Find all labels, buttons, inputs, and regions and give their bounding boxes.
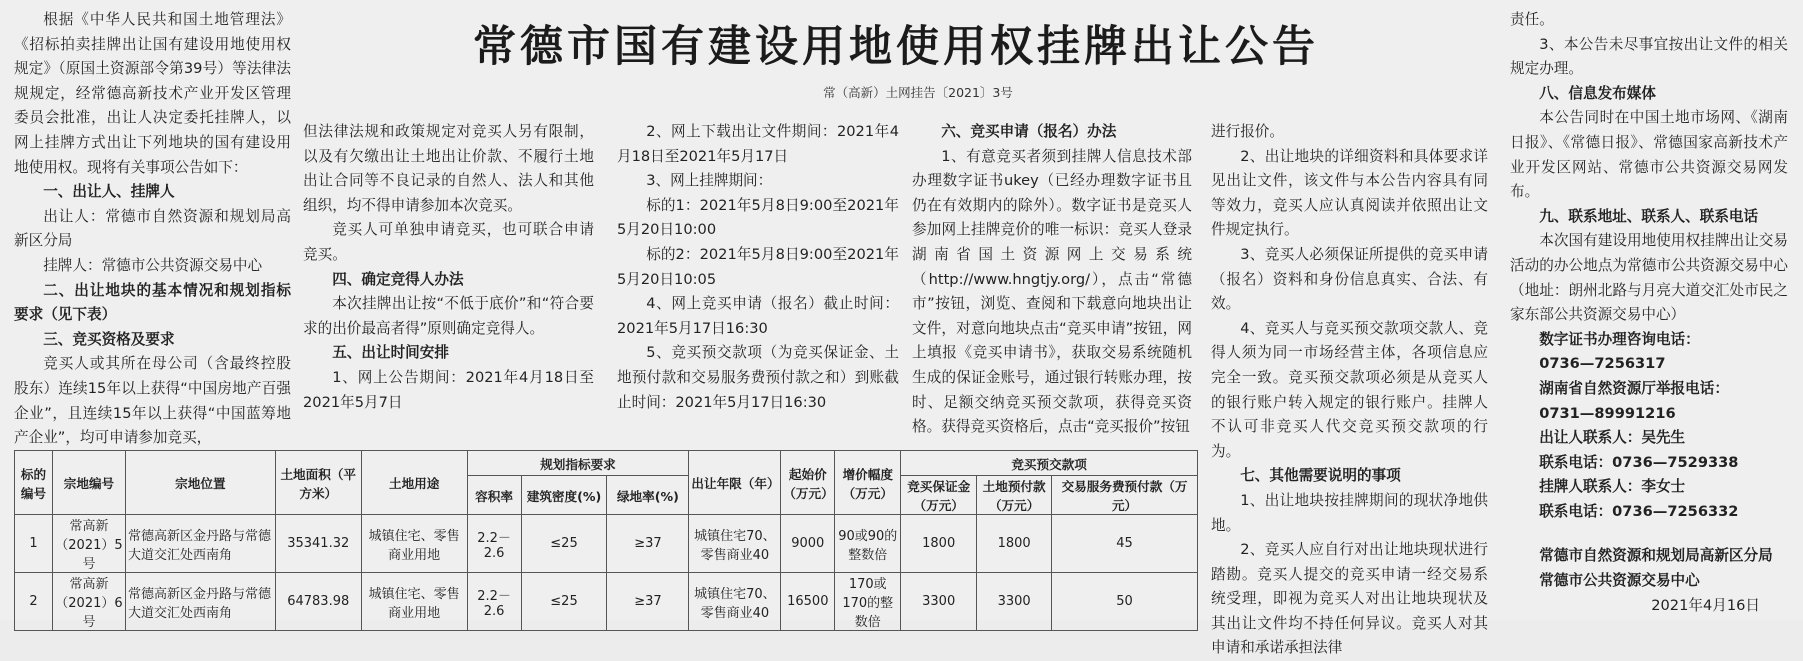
cell: 64783.98: [275, 573, 361, 631]
column-4: [912, 120, 1192, 440]
section-heading-3: 三、竞买资格及要求: [43, 330, 175, 348]
contact-line: 0736—7256317: [1539, 355, 1666, 373]
header-plan: 规划指标要求: [467, 451, 689, 476]
header-location: 宗地位置: [125, 451, 275, 515]
header-far: 容积率: [467, 476, 521, 515]
section-heading-6: 六、竞买申请（报名）办法: [941, 123, 1117, 140]
cell: 2.2－2.6: [467, 573, 521, 631]
paragraph: 3、网上挂牌期间：: [646, 172, 773, 190]
cell: ≥37: [607, 573, 689, 631]
cell: 3300: [901, 573, 977, 631]
column-2: [303, 120, 594, 415]
paragraph: 1、有意竞买者须到挂牌人信息技术部办理数字证书ukey（已经办理数字证书且仍在有效期内的除外）。数字证书是竞买人参加网上挂牌竞价的唯一标识：竞买人登录湖南省国土资源网上交易系统（http://www.hngtjy.org/），点击“常德市”按钮，浏览、查阅和下载意向地块出让文件，对意向地块点击“竞买申请”按钮，网上填报《竞买申请书》，获取交易系统随机生成的保证金账号，通过银行转账办理，按时、足额交纳竞买预交款项，获得竞买资格。获得竞买资格后，点击“竞买报价”按钮: [912, 147, 1192, 436]
header-price: 起始价（万元）: [781, 451, 835, 515]
cell: 45: [1052, 515, 1198, 573]
cell: 常高新（2021）6号: [52, 573, 125, 631]
header-years: 出让年限（年）: [689, 451, 781, 515]
cell: 9000: [781, 515, 835, 573]
cell: 16500: [781, 573, 835, 631]
cell: 2: [15, 573, 53, 631]
contact-line: 数字证书办理咨询电话：: [1539, 330, 1700, 348]
header-use: 土地用途: [361, 451, 467, 515]
cell: 170或170的整数倍: [835, 573, 901, 631]
signature-org-2: 常德市公共资源交易中心: [1539, 572, 1700, 590]
paragraph: 4、竞买人与竞买预交款项交款人、竞得人须为同一市场经营主体，各项信息应完全一致。竞买预交款项必须是从竞买人的银行账户转入规定的银行账户。挂牌人不认可非竞买人代交竞买预交款项的行为。: [1211, 319, 1488, 460]
paragraph: 5、竞买预交款项（为竞买保证金、土地预付款和交易服务费预付款之和）到账截止时间：2021年5月17日16:30: [617, 344, 899, 411]
cell: 城镇住宅70、零售商业40: [689, 515, 781, 573]
paragraph: 本次挂牌出让按“不低于底价”和“符合要求的出价最高者得”原则确定竞得人。: [303, 295, 594, 337]
header-increment: 增价幅度（万元）: [835, 451, 901, 515]
section-heading-9: 九、联系地址、联系人、联系电话: [1539, 207, 1759, 225]
parcel-table: [14, 450, 1198, 631]
listing-party-line: 挂牌人：常德市公共资源交易中心: [43, 256, 263, 274]
cell: 常德高新区金丹路与常德大道交汇处西南角: [125, 573, 275, 631]
cell: 3300: [977, 573, 1052, 631]
paragraph: 本次国有建设用地使用权挂牌出让交易活动的办公地点为常德市公共资源交易中心（地址：朗州北路与月亮大道交汇处市民之家东部公共资源交易中心）: [1510, 232, 1788, 324]
column-5: [1211, 120, 1488, 661]
paragraph: 3、竞买人必须保证所提供的竞买申请（报名）资料和身份信息真实、合法、有效。: [1211, 245, 1488, 313]
header-advance: 土地预付款（万元）: [977, 476, 1052, 515]
header-no: 标的编号: [15, 451, 53, 515]
paragraph: 3、本公告未尽事宜按出让文件的相关规定办理。: [1510, 35, 1788, 78]
column-6: [1510, 8, 1788, 618]
intro-paragraph: 根据《中华人民共和国土地管理法》《招标拍卖挂牌出让国有建设用地使用权规定》（原国土资源部令第39号）等法律法规规定，经常德高新技术产业开发区管理委员会批准，出让人决定委托挂牌人，以网上挂牌方式出让下列地块的国有建设用地使用权。现将有关事项公告如下：: [14, 11, 291, 176]
paragraph: 2、出让地块的详细资料和具体要求详见出让文件，该文件与本公告内容具有同等效力，竞买人应认真阅读并依照出让文件规定执行。: [1211, 147, 1488, 239]
grantor-line: 出让人：常德市自然资源和规划局高新区分局: [14, 207, 291, 250]
paragraph: 标的1：2021年5月8日9:00至2021年5月20日10:00: [617, 196, 899, 239]
header-fee: 交易服务费预付款（万元）: [1052, 476, 1198, 515]
paragraph: 进行报价。: [1211, 123, 1284, 140]
contact-line: 湖南省自然资源厅举报电话：: [1539, 379, 1729, 397]
header-guarantee: 竞买保证金（万元）: [901, 476, 977, 515]
cell: 50: [1052, 573, 1198, 631]
qualification-paragraph: 竞买人或其所在母公司（含最终控股股东）连续15年以上获得“中国房地产百强企业”，且连续15年以上获得“中国蓝筹地产企业”，均可申请参加竞买，: [14, 355, 291, 447]
table-row: [15, 515, 1198, 573]
cell: 城镇住宅70、零售商业40: [689, 573, 781, 631]
section-heading-4: 四、确定竞得人办法: [332, 270, 464, 288]
header-code: 宗地编号: [52, 451, 125, 515]
section-heading-5: 五、出让时间安排: [332, 344, 449, 362]
cell: 2.2－2.6: [467, 515, 521, 573]
section-heading-8: 八、信息发布媒体: [1539, 84, 1656, 102]
section-heading-1: 一、出让人、挂牌人: [43, 183, 175, 201]
section-heading-2: 二、出让地块的基本情况和规划指标要求（见下表）: [14, 281, 291, 324]
cell: 1800: [977, 515, 1052, 573]
table-header-row: [15, 451, 1198, 476]
header-green: 绿地率(%): [607, 476, 689, 515]
header-density: 建筑密度(%): [521, 476, 607, 515]
contact-line: 0731—89991216: [1539, 404, 1676, 422]
cell: 35341.32: [275, 515, 361, 573]
contact-line: 出让人联系人：吴先生: [1539, 429, 1686, 447]
paragraph: 1、出让地块按挂牌期间的现状净地供地。: [1211, 491, 1488, 534]
contact-line: 联系电话：0736—7529338: [1539, 453, 1739, 471]
cell: 常高新（2021）5号: [52, 515, 125, 573]
paragraph: 本公告同时在中国土地市场网、《湖南日报》、《常德日报》、常德国家高新技术产业开发区网站、常德市公共资源交易网发布。: [1510, 109, 1788, 201]
cell: 1: [15, 515, 53, 573]
section-heading-7: 七、其他需要说明的事项: [1240, 467, 1401, 485]
paragraph: 2、竞买人应自行对出让地块现状进行踏勘。竞买人提交的竞买申请一经交易系统受理，即视为竞买人对出让地块现状及其出让文件均不持任何异议。竞买人对其申请和承诺承担法律: [1211, 541, 1488, 657]
paragraph: 2、网上下载出让文件期间：2021年4月18日至2021年5月17日: [617, 123, 899, 165]
paragraph: 4、网上竞买申请（报名）截止时间：2021年5月17日16:30: [617, 295, 899, 337]
cell: ≤25: [521, 515, 607, 573]
table-row: [15, 573, 1198, 631]
cell: 城镇住宅、零售商业用地: [361, 515, 467, 573]
cell: 90或90的整数倍: [835, 515, 901, 573]
column-3: [617, 120, 899, 415]
contact-line: 挂牌人联系人：李女士: [1539, 478, 1686, 496]
paragraph: 竞买人可单独申请竞买，也可联合申请竞买。: [303, 221, 594, 263]
document-number: 常（高新）土网挂告〔2021〕3号: [823, 85, 1013, 100]
signature-org-1: 常德市自然资源和规划局高新区分局: [1539, 547, 1773, 565]
signature-date: 2021年4月16日: [1651, 596, 1760, 614]
header-area: 土地面积（平方米）: [275, 451, 361, 515]
notice-title: 常德市国有建设用地使用权挂牌出让公告: [473, 22, 1319, 72]
paragraph: 标的2：2021年5月8日9:00至2021年5月20日10:05: [617, 245, 899, 288]
paragraph: 1、网上公告期间：2021年4月18日至2021年5月7日: [303, 368, 594, 411]
cell: ≥37: [607, 515, 689, 573]
cell: 1800: [901, 515, 977, 573]
header-deposit: 竞买预交款项: [901, 451, 1198, 476]
cell: 城镇住宅、零售商业用地: [361, 573, 467, 631]
paragraph: 但法律法规和政策规定对竞买人另有限制，以及有欠缴出让土地出让价款、不履行土地出让合同等不良记录的自然人、法人和其他组织，均不得申请参加本次竞买。: [303, 123, 594, 214]
contact-line: 联系电话：0736—7256332: [1539, 502, 1739, 520]
cell: 常德高新区金丹路与常德大道交汇处西南角: [125, 515, 275, 573]
cell: ≤25: [521, 573, 607, 631]
column-1: [14, 8, 291, 451]
paragraph: 责任。: [1510, 11, 1554, 28]
